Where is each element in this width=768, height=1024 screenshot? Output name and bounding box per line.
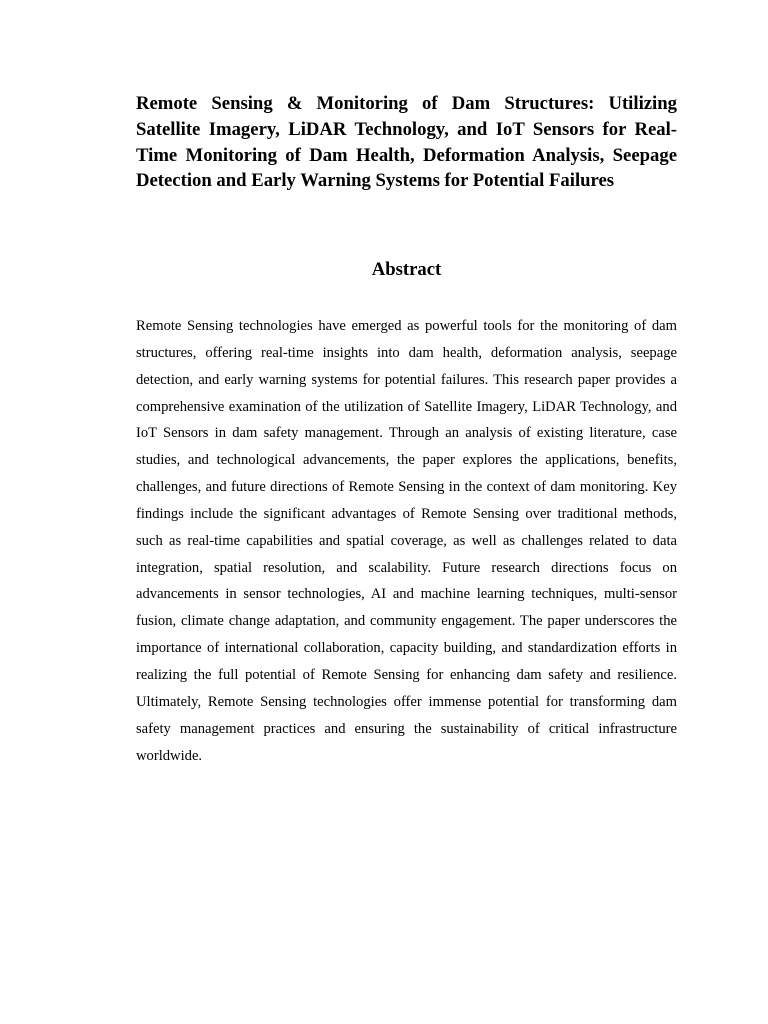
abstract-text: Remote Sensing technologies have emerged as powerful tools for the monitoring of dam structures, offering real-time insights into dam health, deformation analysis, seepage detection, and early warning systems for potential failures. This research paper provides a comprehensive examination of the utilization of Satellite Imagery, LiDAR Technology, and IoT Sensors in dam safety management. Through an analysis of existing literature, case studies, and technological advancements, the paper explores the applications, benefits, challenges, and future directions of Remote Sensing in the context of dam monitoring. Key findings include the significant advantages of Remote Sensing over traditional methods, such as real-time capabilities and spatial coverage, as well as challenges related to data integration, spatial resolution, and scalability. Future research directions focus on advancements in sensor technologies, AI and machine learning techniques, multi-sensor fusion, climate change adaptation, and community engagement. The paper underscores the importance of international collaboration, capacity building, and standardization efforts in realizing the full potential of Remote Sensing for enhancing dam safety and resilience. Ultimately, Remote Sensing technologies offer immense potential for transforming dam safety management practices and ensuring the sustainability of critical infrastructure worldwide. (136, 318, 677, 764)
paper-title: Remote Sensing & Monitoring of Dam Structures: Utilizing Satellite Imagery, LiDAR Technology, and IoT Sensors for Real-Time Monitoring of Dam Health, Deformation Analysis, Seepage Detection and Early Warning Systems for Potential Failures (136, 93, 677, 192)
abstract-heading: Abstract (371, 259, 442, 280)
